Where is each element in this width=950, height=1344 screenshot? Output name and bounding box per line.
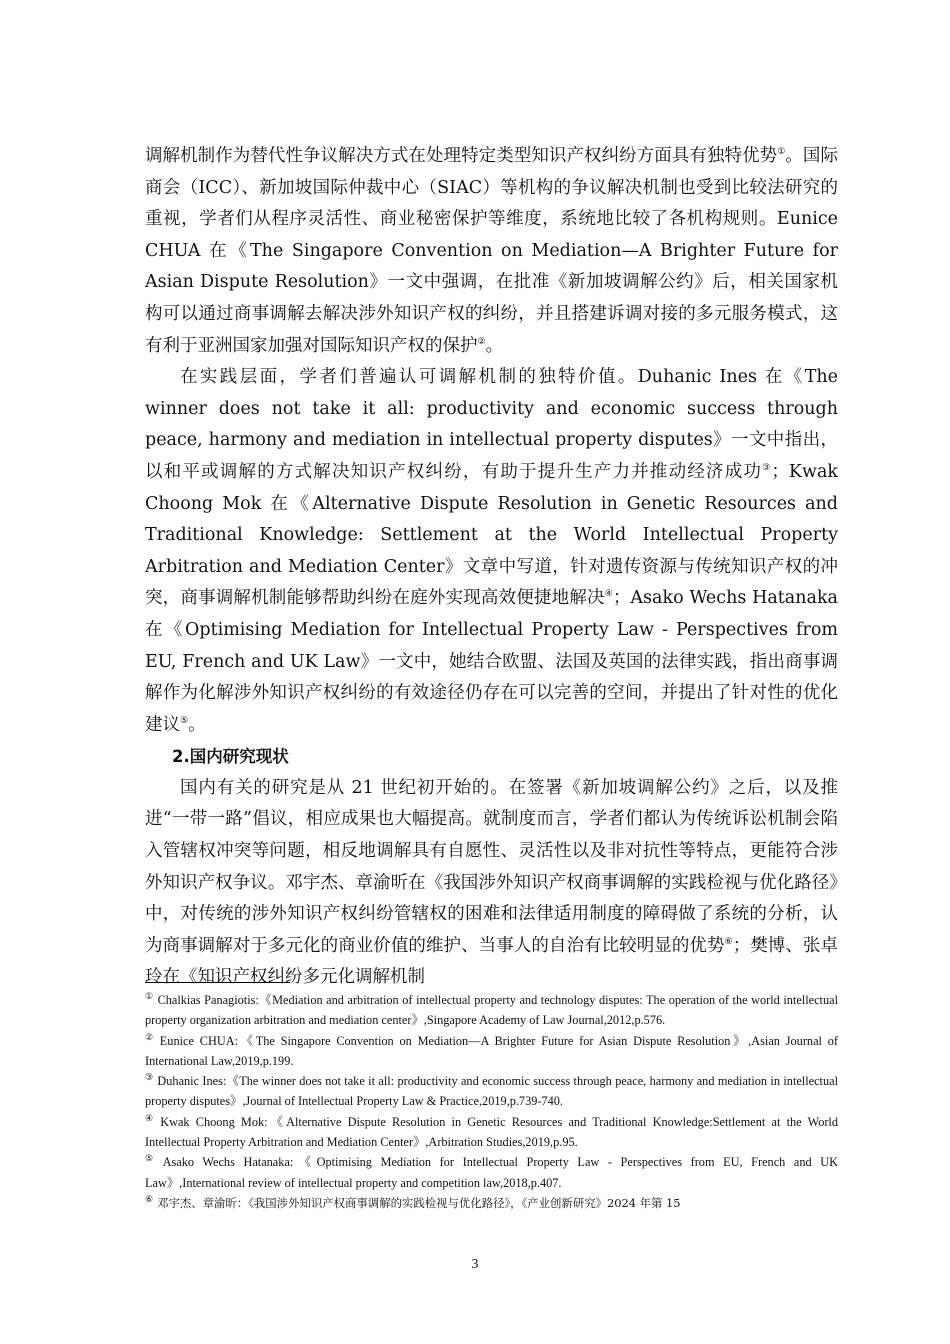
footnote-item: [145, 1152, 838, 1193]
text-run: 。: [188, 714, 206, 735]
footnote-mark: ②: [145, 1031, 156, 1042]
footnote-mark: ⑤: [145, 1153, 159, 1164]
text-run: 。国际商会（ICC）、新加坡国际仲裁中心（SIAC）等机构的争议解决机制也受到比较法研究的重视，学者们从程序灵活性、商业秘密保护等维度，系统地比较了各机构规则。Eunice CHUA 在《The Singapore Convention on Mediation—A Brighter Future for Asian Dispute Resolution》一文中强调，在批准《新加坡调解公约》后，相关国家机构可以通过商事调解去解决涉外知识产权的纠纷，并且搭建诉调对接的多元服务模式，这有利于亚洲国家加强对国际知识产权的保护: [145, 146, 838, 356]
page-number: 3: [471, 1257, 479, 1272]
footnote-text: Asako Wechs Hatanaka:《Optimising Mediation for Intellectual Property Law - Perspectives from EU, French and UK Law》,International review of intellectual property and competition law,2018,p.407.: [145, 1155, 838, 1190]
footnote-reference: ④: [604, 589, 613, 600]
footnote-text: Chalkias Panagiotis:《Mediation and arbitration of intellectual property and technology disputes: The operation of the world intellectual property organization arbitration and mediation center》,Singapore Academy of Law Journal,2012,p.576.: [145, 993, 838, 1028]
footnote-reference: ⑥: [724, 937, 733, 948]
footnote-item: [145, 1112, 838, 1153]
text-run: ；樊博、张卓玲在《知识产权纠纷多元化调解机制: [145, 935, 838, 988]
footnote-mark: ①: [145, 990, 154, 1001]
footnote-reference: ②: [477, 336, 486, 347]
footnote-reference: ⑤: [180, 715, 189, 726]
footnote-mark: ⑥: [145, 1195, 154, 1206]
footnote-text: 邓宇杰、章渝昕：《我国涉外知识产权商事调解的实践检视与优化路径》，《产业创新研究》2024 年第 15: [157, 1195, 681, 1210]
text-run: 国内有关的研究是从 21 世纪初开始的。在签署《新加坡调解公约》之后，以及推进“一带一路”倡议，相应成果也大幅提高。就制度而言，学者们都认为传统诉讼机制会陷入管辖权冲突等问题，相反地调解具有自愿性、灵活性以及非对抗性等特点，更能符合涉外知识产权争议。邓宇杰、章渝昕在《我国涉外知识产权商事调解的实践检视与优化路径》中，对传统的涉外知识产权纠纷管辖权的困难和法律适用制度的障碍做了系统的分析，认为商事调解对于多元化的商业价值的维护、当事人的自治有比较明显的优势: [145, 777, 838, 956]
section-heading: 2.国内研究现状: [172, 747, 289, 767]
footnote-reference: ③: [762, 463, 772, 474]
footnote-item: [145, 1193, 838, 1213]
paragraph-1: [145, 141, 838, 362]
paragraph-2: [145, 362, 838, 741]
text-run: 在实践层面，学者们普遍认可调解机制的独特价值。Duhanic Ines 在《The winner does not take it all: productivity and economic success through peace, harmony and mediation in intellectual property disputes》一文中指出，以和平或调解的方式解决知识产权纠纷，有助于提升生产力并推动经济成功: [145, 367, 838, 482]
footnote-divider: [145, 982, 290, 983]
footnote-item: [145, 1071, 838, 1112]
text-run: ；Asako Wechs Hatanaka 在《Optimising Mediation for Intellectual Property Law - Perspectives from EU, French and UK Law》一文中，她结合欧盟、法国及英国的法律实践，指出商事调解作为化解涉外知识产权纠纷的有效途径仍存在可以完善的空间，并提出了针对性的优化建议: [145, 588, 838, 735]
footnote-text: Eunice CHUA:《The Singapore Convention on Mediation—A Brighter Future for Asian Dispute Resolution》,Asian Journal of International Law,2019,p.199.: [145, 1033, 838, 1068]
footnote-item: [145, 990, 838, 1031]
footnote-mark: ③: [145, 1072, 154, 1083]
text-run: 调解机制作为替代性争议解决方式在处理特定类型知识产权纠纷方面具有独特优势: [145, 146, 778, 166]
footnote-text: Kwak Choong Mok:《Alternative Dispute Resolution in Genetic Resources and Traditional Knowledge:Settlement at the World Intellectual Property Arbitration and Mediation Center》,Arbitration Studies,2019,p.95.: [145, 1114, 838, 1150]
body-text: [145, 141, 838, 994]
text-run: ；Kwak Choong Mok 在《Alternative Dispute Resolution in Genetic Resources and Traditional Knowledge: Settlement at the World Intellectual Property Arbitration and Mediation Center》文章中写道，针对遗传资源与传统知识产权的冲突，商事调解机制能够帮助纠纷在庭外实现高效便捷地解决: [145, 461, 838, 609]
footnote-reference: ①: [777, 147, 786, 158]
footnote-text: Duhanic Ines:《The winner does not take it all: productivity and economic success through peace, harmony and mediation in intellectual property disputes》,Journal of Intellectual Property Law & Practice,2019,p.739-740.: [145, 1074, 839, 1109]
paragraph-3: [145, 773, 838, 994]
text-run: 。: [485, 335, 504, 356]
footnote-item: [145, 1031, 838, 1072]
footnote-mark: ④: [145, 1112, 157, 1123]
footnotes: [145, 990, 838, 1213]
